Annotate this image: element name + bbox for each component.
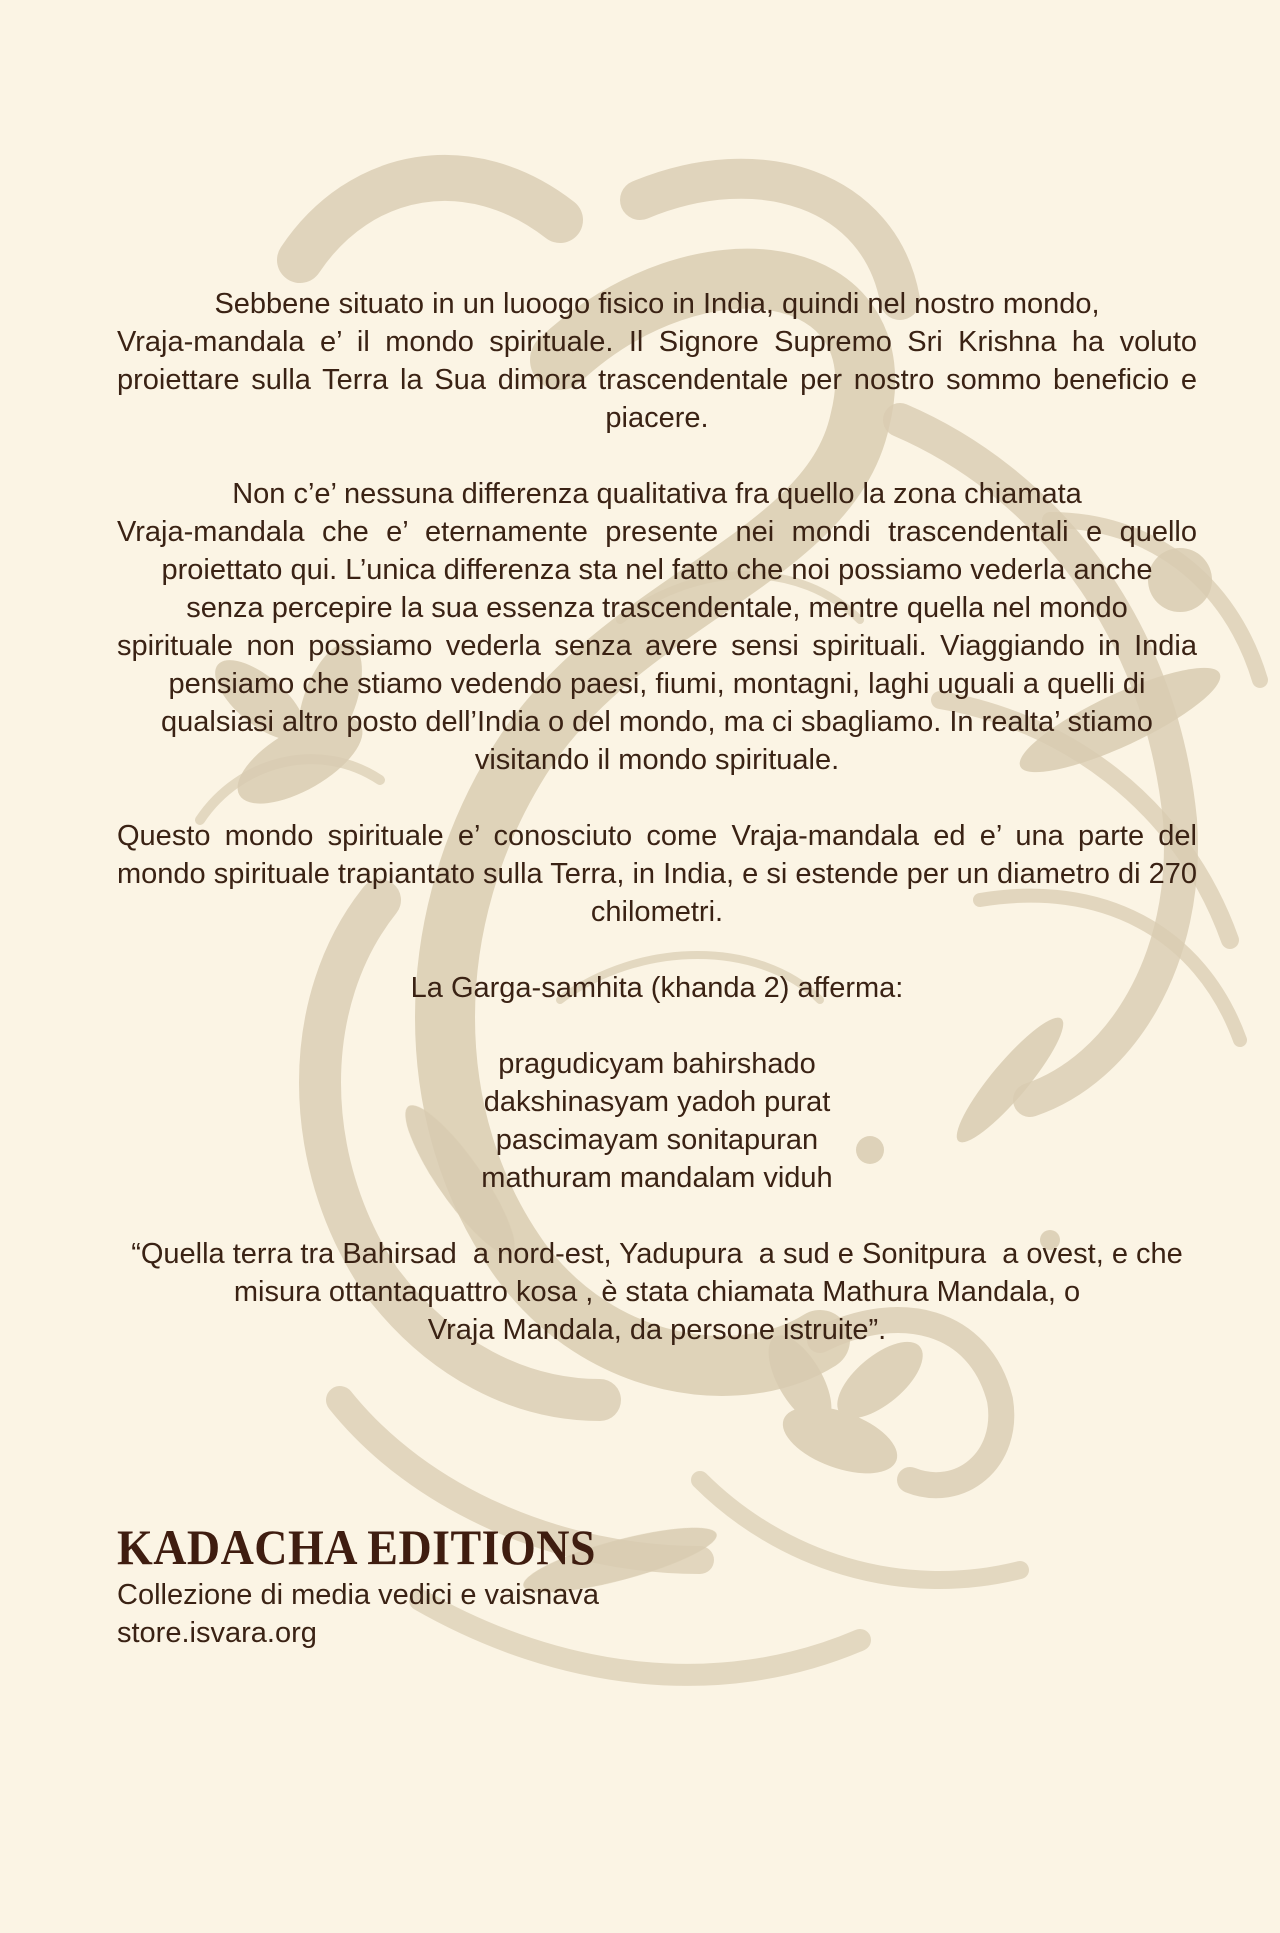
verse-line: pascimayam sonitapuran xyxy=(495,1124,819,1156)
paragraph-2-line-2: Vraja-mandala che e’ eternamente presente nei mondi trascendentali e quello proiettato qui. L’unica differenza sta nel fatto che noi possiamo vederla anche xyxy=(117,516,1197,586)
paragraph-2-line-5: pensiamo che stiamo vedendo paesi, fiumi, montagni, laghi uguali a quelli di xyxy=(168,668,1146,700)
paragraph-3: Questo mondo spirituale e’ conosciuto come Vraja-mandala ed e’ una parte del mondo spirituale trapiantato sulla Terra, in India, e si estende per un diametro di 270 chilometri. xyxy=(117,820,1197,928)
paragraph-4: La Garga-samhita (khanda 2) afferma: xyxy=(410,972,904,1004)
paragraph-2-line-6: qualsiasi altro posto dell’India o del mondo, ma ci sbagliamo. In realta’ stiamo xyxy=(161,706,1153,738)
quote-line-3: Vraja Mandala, da persone istruite”. xyxy=(427,1314,887,1346)
publisher-block xyxy=(117,1518,638,1652)
paragraph-2-line-7: visitando il mondo spirituale. xyxy=(474,744,840,776)
paragraph-2-line-4: spirituale non possiamo vederla senza avere sensi spirituali. Viaggiando in India xyxy=(117,630,1197,662)
quote-line-1: “Quella terra tra Bahirsad a nord-est, Yadupura a sud e Sonitpura a ovest, e che xyxy=(131,1238,1183,1270)
verse-line: mathuram mandalam viduh xyxy=(481,1162,833,1194)
paragraph-2-line-1: Non c’e’ nessuna differenza qualitativa fra quello la zona chiamata xyxy=(232,478,1082,510)
paragraph-1-line-2: Vraja-mandala e’ il mondo spirituale. Il Signore Supremo Sri Krishna ha voluto proiettare sulla Terra la Sua dimora trascendentale per nostro sommo beneficio e piacere. xyxy=(117,326,1197,434)
publisher-tagline: Collezione di media vedici e vaisnava xyxy=(117,1579,599,1611)
body-text xyxy=(117,285,1197,1349)
quote-line-2: misura ottantaquattro kosa , è stata chiamata Mathura Mandala, o xyxy=(233,1276,1081,1308)
publisher-name: KADACHA EDITIONS xyxy=(117,1519,596,1575)
publisher-website: store.isvara.org xyxy=(117,1617,317,1649)
verse-line: pragudicyam bahirshado xyxy=(498,1048,816,1080)
verse-line: dakshinasyam yadoh purat xyxy=(483,1086,831,1118)
paragraph-1-line-1: Sebbene situato in un luoogo fisico in India, quindi nel nostro mondo, xyxy=(214,288,1100,320)
paragraph-2-line-3: senza percepire la sua essenza trascendentale, mentre quella nel mondo xyxy=(186,592,1128,624)
